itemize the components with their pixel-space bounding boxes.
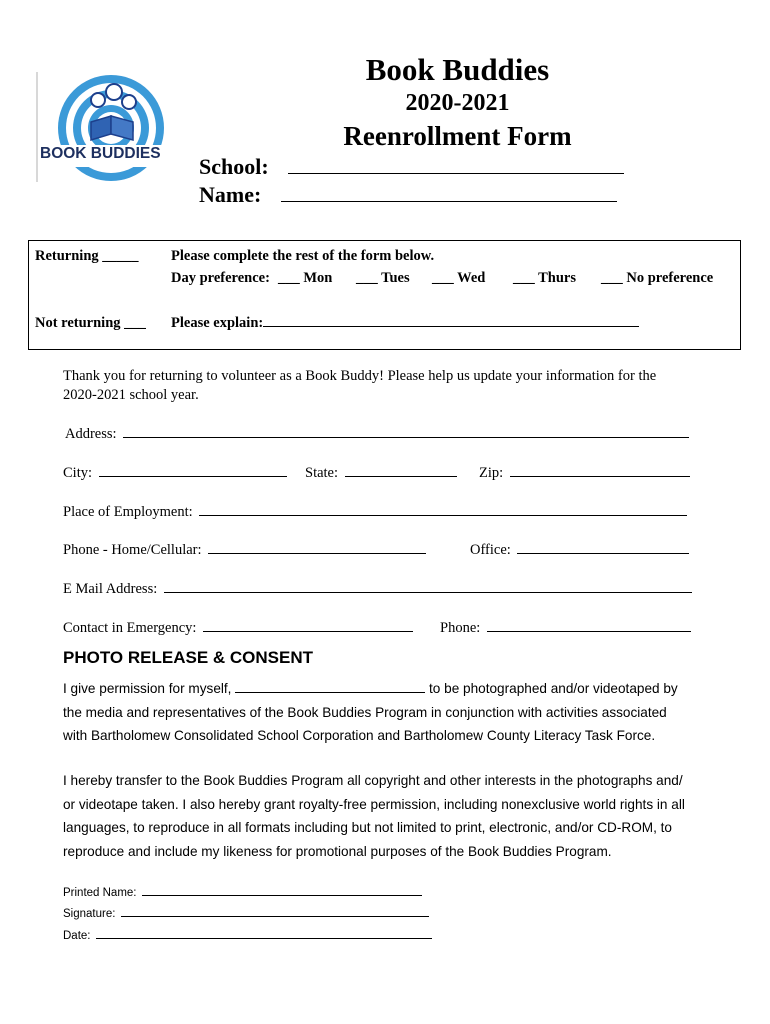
emergency-field[interactable] xyxy=(203,631,413,632)
signature-field[interactable] xyxy=(121,916,429,917)
day-option-tues[interactable]: ___ Tues xyxy=(356,270,410,286)
printed-name-row xyxy=(63,887,422,899)
explain-field[interactable] xyxy=(263,326,639,327)
signature-label: Signature: xyxy=(63,908,116,920)
address-field[interactable] xyxy=(123,437,689,438)
day-preference-label: Day preference: xyxy=(171,270,270,286)
city-field[interactable] xyxy=(99,476,287,477)
emergency-row xyxy=(63,620,413,637)
state-label: State: xyxy=(305,465,339,481)
returning-option[interactable]: Returning _____ xyxy=(35,248,139,264)
transfer-line-4: reproduce and include my likeness for promotional purposes of the Book Buddies Program. xyxy=(63,844,612,859)
phone-label: Phone: xyxy=(440,620,481,636)
day-option-mon[interactable]: ___ Mon xyxy=(278,270,333,286)
school-year: 2020-2021 xyxy=(405,90,510,116)
email-row xyxy=(63,581,692,598)
city-label: City: xyxy=(63,465,93,481)
transfer-line-2: or videotape taken. I also hereby grant royalty-free permission, including nonexclusive world rights in all xyxy=(63,797,685,812)
not-returning-option[interactable]: Not returning ___ xyxy=(35,315,146,331)
employment-row xyxy=(63,504,687,521)
zip-field[interactable] xyxy=(510,476,690,477)
employment-label: Place of Employment: xyxy=(63,504,193,520)
phone-field[interactable] xyxy=(487,631,691,632)
date-label: Date: xyxy=(63,930,91,942)
date-row xyxy=(63,930,432,942)
form-subtitle: Reenrollment Form xyxy=(343,121,572,151)
release-line-1-start: I give permission for myself, xyxy=(63,681,232,696)
address-label: Address: xyxy=(65,426,117,442)
zip-row xyxy=(479,465,690,482)
page-title: Book Buddies xyxy=(365,52,550,87)
logo-text: BOOK BUDDIES xyxy=(40,145,161,162)
explain-row xyxy=(171,315,639,332)
transfer-line-3: languages, to reproduce in all formats including but not limited to print, electronic, and/or CD-ROM, to xyxy=(63,820,672,835)
school-label: School: xyxy=(199,154,269,179)
logo-graphic xyxy=(36,70,186,185)
office-field[interactable] xyxy=(517,553,689,554)
printed-name-label: Printed Name: xyxy=(63,887,137,899)
release-line-1 xyxy=(63,681,678,696)
city-row xyxy=(63,465,287,482)
intro-line-1: Thank you for returning to volunteer as a Book Buddy! Please help us update your information for the xyxy=(63,368,657,384)
zip-label: Zip: xyxy=(479,465,504,481)
email-label: E Mail Address: xyxy=(63,581,158,597)
phone-row xyxy=(440,620,691,637)
school-field[interactable] xyxy=(288,173,624,174)
emergency-label: Contact in Emergency: xyxy=(63,620,197,636)
school-row xyxy=(199,154,624,180)
participant-name-field[interactable] xyxy=(235,692,425,693)
day-option-wed[interactable]: ___ Wed xyxy=(432,270,486,286)
name-label: Name: xyxy=(199,182,262,207)
intro-line-2: 2020-2021 school year. xyxy=(63,387,199,403)
state-field[interactable] xyxy=(345,476,457,477)
name-field[interactable] xyxy=(281,201,617,202)
transfer-line-1: I hereby transfer to the Book Buddies Program all copyright and other interests in the photographs and/ xyxy=(63,773,683,788)
office-row xyxy=(470,542,689,559)
release-line-2: the media and representatives of the Book Buddies Program in conjunction with activities associated xyxy=(63,705,667,720)
date-field[interactable] xyxy=(96,938,432,939)
day-option-thurs[interactable]: ___ Thurs xyxy=(513,270,576,286)
release-line-1-end: to be photographed and/or videotaped by xyxy=(429,681,678,696)
release-line-3: with Bartholomew Consolidated School Corporation and Bartholomew County Literacy Task Force. xyxy=(63,728,656,743)
printed-name-field[interactable] xyxy=(142,895,422,896)
day-option-no-preference[interactable]: ___ No preference xyxy=(601,270,714,286)
employment-field[interactable] xyxy=(199,515,687,516)
photo-release-heading: PHOTO RELEASE & CONSENT xyxy=(63,648,313,667)
office-label: Office: xyxy=(470,542,511,558)
email-field[interactable] xyxy=(164,592,692,593)
instruction-text: Please complete the rest of the form below. xyxy=(171,248,435,264)
phone-home-field[interactable] xyxy=(208,553,426,554)
book-buddies-logo xyxy=(36,70,186,185)
name-row xyxy=(199,182,617,208)
phone-home-row xyxy=(63,542,426,559)
explain-label: Please explain: xyxy=(171,315,264,331)
signature-row xyxy=(63,908,429,920)
phone-home-label: Phone - Home/Cellular: xyxy=(63,542,202,558)
address-row xyxy=(65,426,689,443)
state-row xyxy=(305,465,457,482)
